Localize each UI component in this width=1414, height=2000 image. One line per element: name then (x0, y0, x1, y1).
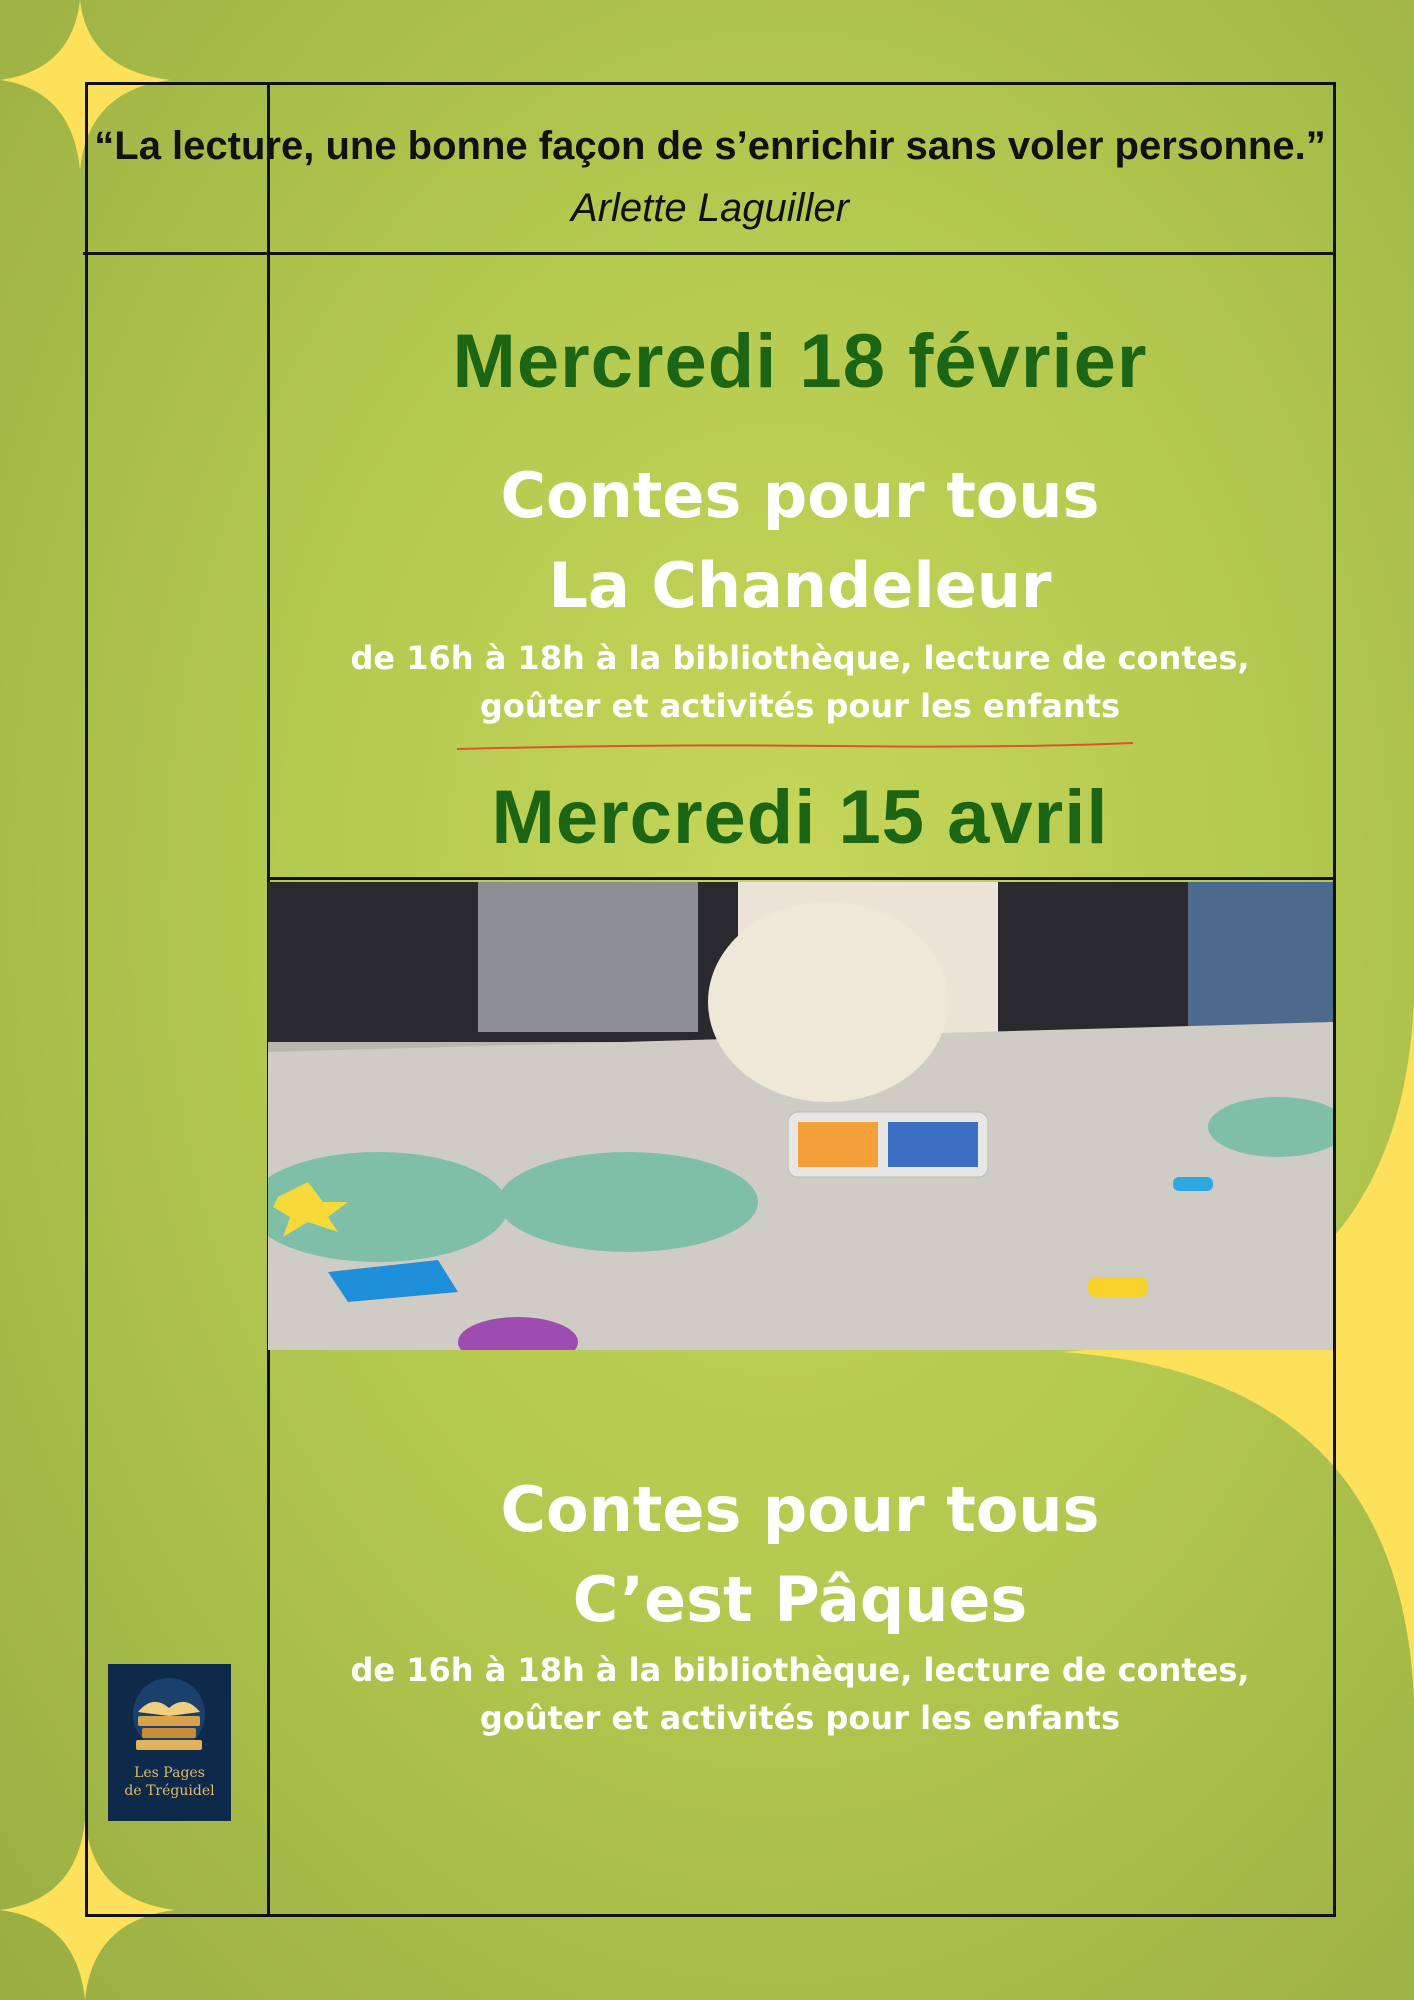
event-title-february-line2: La Chandeleur (548, 549, 1052, 622)
event-title-february-line1: Contes pour tous (500, 459, 1100, 532)
event-description-april: de 16h à 18h à la bibliothèque, lecture de contes, goûter et activités pour les enfants (350, 1651, 1250, 1737)
frame-top-line (85, 82, 1336, 85)
quote-author: Arlette Laguiller (571, 186, 849, 230)
frame-left-outer-line (85, 82, 88, 1916)
decorative-red-underline (455, 740, 1135, 754)
logo-line1: Les Pages (134, 1765, 205, 1781)
child-crafts-photo (268, 882, 1333, 1350)
event-description-february: de 16h à 18h à la bibliothèque, lecture de contes, goûter et activités pour les enfants (350, 639, 1250, 725)
quote-text: “La lecture, une bonne façon de s’enrichir sans voler personne.” (94, 124, 1326, 168)
quote-block (90, 115, 1330, 239)
open-book-icon (108, 1664, 231, 1759)
photo-top-line (267, 877, 1336, 880)
quote-divider-line (83, 252, 1336, 255)
library-logo (108, 1664, 231, 1821)
event-date-april: Mercredi 15 avril (491, 775, 1109, 860)
event-title-april-line2: C’est Pâques (572, 1563, 1028, 1636)
event-title-april-line1: Contes pour tous (500, 1473, 1100, 1546)
logo-line2: de Tréguidel (124, 1783, 215, 1799)
frame-bottom-line (85, 1914, 1336, 1917)
event-date-february: Mercredi 18 février (452, 319, 1148, 404)
frame-right-line (1333, 82, 1336, 1916)
sparkle-bottom-left-icon (0, 1820, 180, 2000)
